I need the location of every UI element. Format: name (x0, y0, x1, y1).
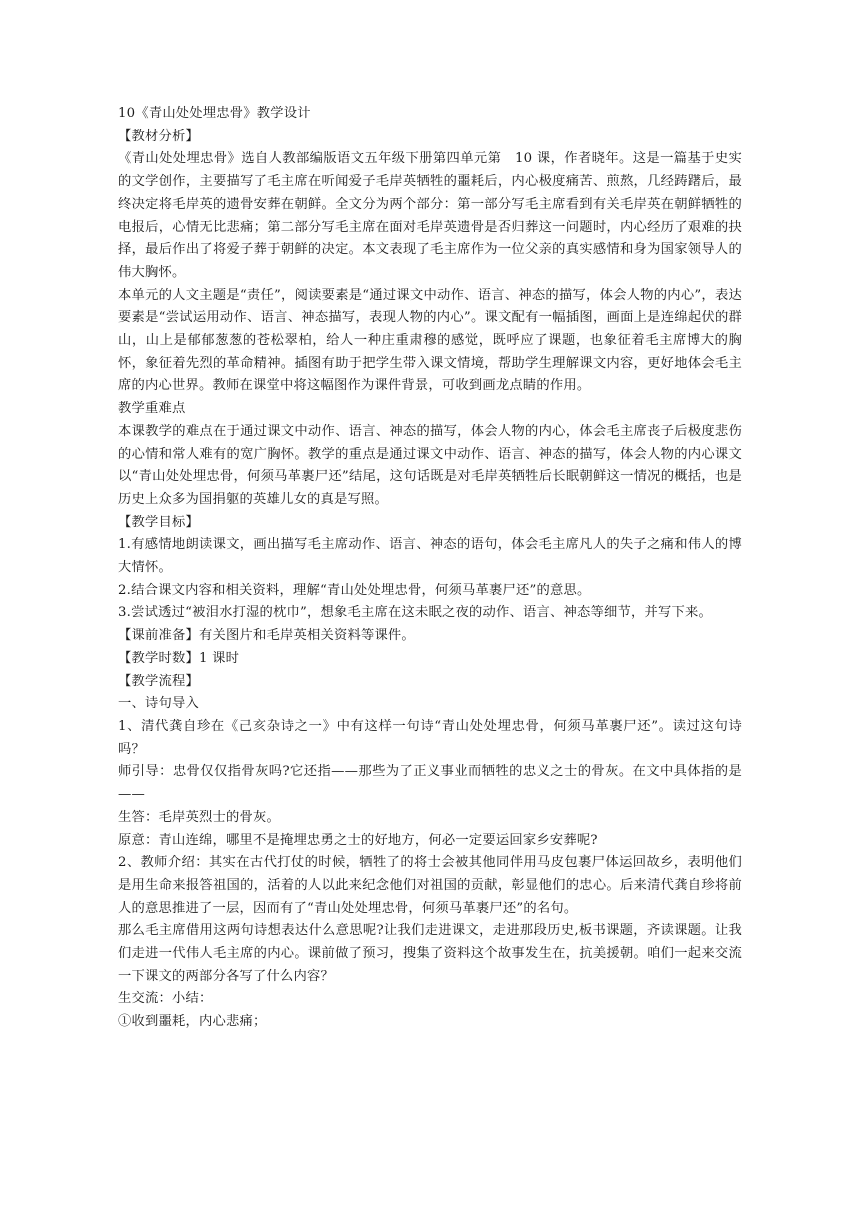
objective-item-1: 1.有感情地朗读课文，画出描写毛主席动作、语言、神态的语句，体会毛主席凡人的失子之痛和伟人的博大情怀。 (118, 537, 742, 576)
section-heading-key-points: 教学重难点 (118, 401, 186, 417)
paragraph-teacher-guide: 师引导：忠骨仅仅指骨灰吗?它还指——那些为了正义事业而牺牲的忠义之士的骨灰。在文中具体指的是—— (118, 764, 742, 803)
preparation-line: 【课前准备】有关图片和毛岸英相关资料等课件。 (118, 628, 415, 644)
section-heading-objectives: 【教学目标】 (118, 514, 199, 530)
section-heading-textbook-analysis: 【教材分析】 (118, 128, 199, 144)
paragraph-textbook-intro: 《青山处处埋忠骨》选自人教部编版语文五年级下册第四单元第 10 课，作者晓年。这是一篇基于史实的文学创作，主要描写了毛主席在听闻爱子毛岸英牺牲的噩耗后，内心极度痛苦、煎熬，几经踌躇后，最终决定将毛岸英的遗骨安葬在朝鲜。全文分为两个部分：第一部分写毛主席看到有关毛岸英在朝鲜牺牲的电报后，心情无比悲痛；第二部分写毛主席在面对毛岸英遗骨是否归葬这一问题时，内心经历了艰难的抉择，最后作出了将爱子葬于朝鲜的决定。本文表现了毛主席作为一位父亲的真实感情和身为国家领导人的伟大胸怀。 (118, 151, 742, 280)
subheading-poem-intro: 一、诗句导入 (118, 696, 199, 712)
section-heading-process: 【教学流程】 (118, 673, 199, 689)
class-hours-line: 【教学时数】1 课时 (118, 650, 240, 666)
objective-item-2: 2.结合课文内容和相关资料，理解“青山处处埋忠骨，何须马革裹尸还”的意思。 (118, 582, 591, 598)
objective-item-3: 3.尝试透过“被泪水打湿的枕巾”，想象毛主席在这未眠之夜的动作、语言、神态等细节，并写下来。 (118, 605, 712, 621)
document-title: 10《青山处处埋忠骨》教学设计 (118, 106, 311, 121)
paragraph-step-2: 2、教师介绍：其实在古代打仗的时候，牺牲了的将士会被其他同伴用马皮包裹尸体运回故乡，表明他们是用生命来报答祖国的，活着的人以此来纪念他们对祖国的贡献，彰显他们的忠心。后来清代龚自珍将前人的意思推进了一层，因而有了“青山处处埋忠骨，何须马革裹尸还”的名句。 (118, 855, 742, 916)
paragraph-step-1: 1、清代龚自珍在《己亥杂诗之一》中有这样一句诗“青山处处埋忠骨，何须马革裹尸还”。读过这句诗吗？ (118, 718, 742, 757)
paragraph-student-summary: 生交流：小结： (118, 991, 213, 1007)
paragraph-unit-theme: 本单元的人文主题是“责任”，阅读要素是“通过课文中动作、语言、神态的描写，体会人物的内心”，表达要素是“尝试运用动作、语言、神态描写，表现人物的内心”。课文配有一幅插图，画面上是连绵起伏的群山，山上是郁郁葱葱的苍松翠柏，给人一种庄重肃穆的感觉，既呼应了课题，也象征着毛主席博大的胸怀，象征着先烈的革命精神。插图有助于把学生带入课文情境，帮助学生理解课文内容，更好地体会毛主席的内心世界。教师在课堂中将这幅图作为课件背景，可收到画龙点睛的作用。 (118, 287, 742, 394)
paragraph-summary-item-1: ①收到噩耗，内心悲痛； (118, 1014, 267, 1030)
paragraph-original-meaning: 原意：青山连绵，哪里不是掩埋忠勇之士的好地方，何必一定要运回家乡安葬呢? (118, 832, 598, 848)
paragraph-lead-in: 那么毛主席借用这两句诗想表达什么意思呢?让我们走进课文，走进那段历史,板书课题，齐读课题。让我们走进一代伟人毛主席的内心。课前做了预习，搜集了资料这个故事发生在，抗美援朝。咱们一起来交流一下课文的两部分各写了什么内容？ (118, 923, 742, 984)
paragraph-student-answer: 生答：毛岸英烈士的骨灰。 (118, 809, 280, 825)
paragraph-key-points: 本课教学的难点在于通过课文中动作、语言、神态的描写，体会人物的内心，体会毛主席丧子后极度悲伤的心情和常人难有的宽广胸怀。教学的重点是通过课文中动作、语言、神态的描写，体会人物的内心课文以“青山处处埋忠骨，何须马革裹尸还”结尾，这句话既是对毛岸英牺牲后长眠朝鲜这一情况的概括，也是历史上众多为国捐躯的英雄儿女的真是写照。 (118, 423, 742, 507)
document-page (118, 103, 742, 1034)
